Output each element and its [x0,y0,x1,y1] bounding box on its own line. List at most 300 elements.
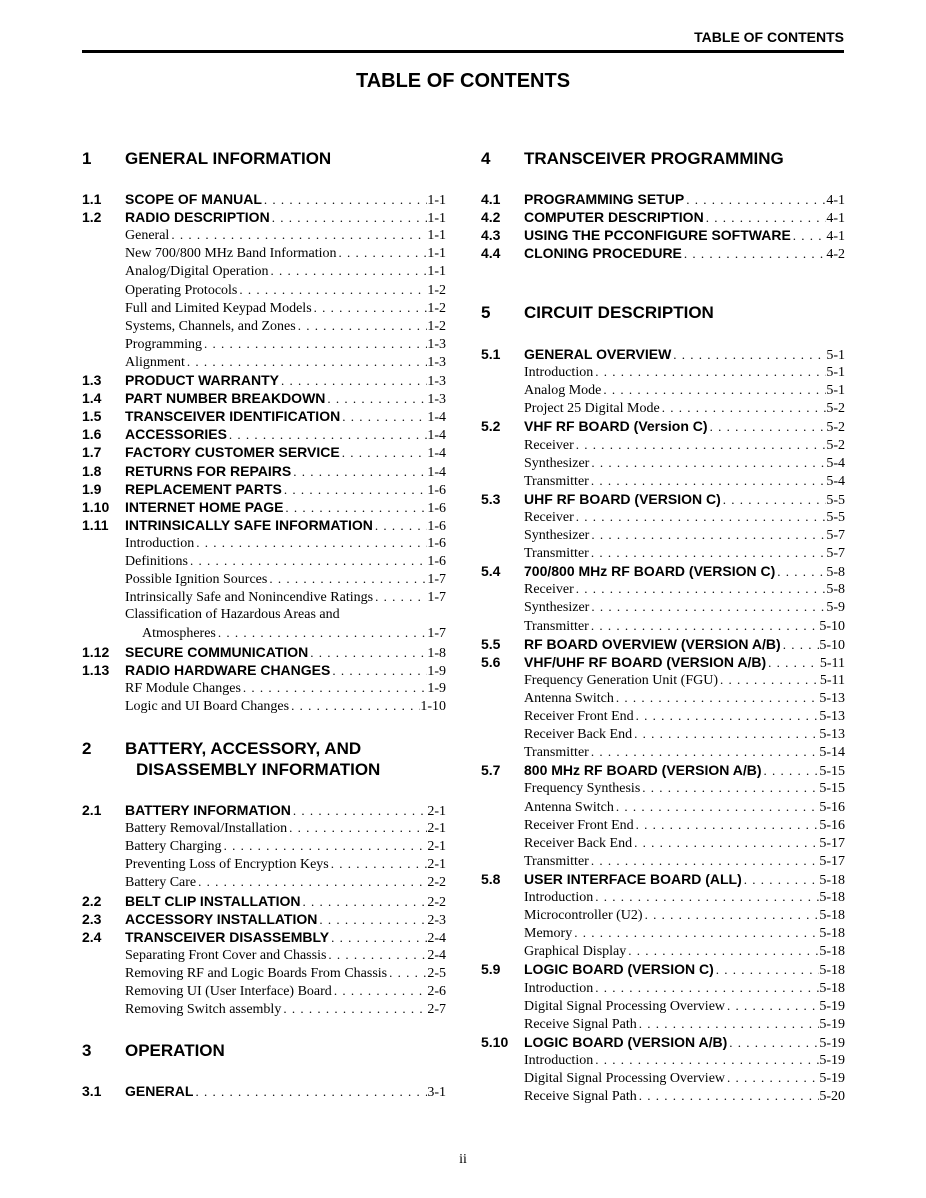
entry-title: VHF RF BOARD (Version C) [524,418,708,435]
entry-page: 1-7 [427,590,446,606]
toc-subentry[interactable] [481,363,845,381]
dot-leader [296,317,428,335]
entry-title: GENERAL [125,1083,194,1099]
toc-subentry[interactable] [481,979,845,997]
toc-entry[interactable] [82,425,446,443]
toc-subentry[interactable] [481,598,845,616]
toc-entry[interactable] [481,635,845,653]
toc-subentry[interactable] [481,580,845,598]
toc-subentry[interactable] [82,588,446,606]
toc-subentry[interactable] [82,244,446,262]
toc-entry[interactable] [481,761,845,779]
toc-subentry[interactable] [481,888,845,906]
dot-leader [337,244,428,262]
entry-page: 2-1 [427,804,446,819]
entry-number: 5.10 [481,1033,509,1050]
dot-leader [237,281,427,299]
toc-entry[interactable] [82,892,446,910]
toc-entry[interactable] [82,801,446,819]
entry-title: USER INTERFACE BOARD (ALL) [524,870,742,887]
dot-leader [601,381,826,399]
dot-leader [329,929,427,947]
dot-leader [574,580,827,598]
toc-subentry[interactable] [481,671,845,689]
entry-title: Intrinsically Safe and Nonincendive Ratings [125,590,374,606]
section-heading-1[interactable] [82,148,446,169]
entry-title: Receiver [524,437,574,453]
section-title-line2: DISASSEMBLY INFORMATION [136,760,381,779]
entry-page: 5-18 [819,963,845,979]
dot-leader [308,644,427,662]
entry-title: Atmospheres [142,626,216,642]
dot-leader [291,463,427,481]
entry-number: 5.4 [481,563,501,580]
section-title-line1: BATTERY, ACCESSORY, AND [125,739,362,758]
dot-leader [281,1000,427,1018]
entry-number: 5.9 [481,961,501,978]
toc-subentry[interactable] [481,508,845,526]
toc-subentry[interactable] [481,526,845,544]
toc-subentry[interactable] [82,281,446,299]
entry-title: Transmitter [524,473,589,489]
dot-leader [185,353,427,371]
toc-entry[interactable] [481,226,845,244]
section-title: CIRCUIT DESCRIPTION [524,303,714,322]
dot-leader [589,617,820,635]
toc-subentry[interactable] [481,834,845,852]
entry-page: 1-3 [427,336,446,352]
entry-number: 1.7 [82,444,102,461]
toc-subentry[interactable] [481,1051,845,1069]
entry-title: Frequency Generation Unit (FGU) [524,672,719,688]
entry-title: PRODUCT WARRANTY [125,372,279,388]
entry-page: 1-3 [427,354,446,370]
toc-subentry[interactable] [82,606,446,624]
toc-subentry[interactable] [481,381,845,399]
toc-subentry[interactable] [481,779,845,797]
section-heading-2[interactable] [82,738,446,780]
dot-leader [289,697,420,715]
entry-title: Battery Charging [125,839,222,855]
toc-entry[interactable] [481,653,845,671]
entry-title: USING THE PCCONFIGURE SOFTWARE [524,227,791,244]
entry-page: 1-2 [427,318,446,334]
toc-entry[interactable] [82,661,446,679]
dot-leader [725,997,819,1015]
entry-page: 5-19 [819,1071,845,1086]
dot-leader [708,418,827,436]
dot-leader [287,819,427,837]
toc-subentry[interactable] [82,335,446,353]
toc-subentry[interactable] [82,946,446,964]
toc-entry[interactable] [481,244,845,262]
toc-entry[interactable] [82,208,446,226]
toc-subentry[interactable] [481,1015,845,1033]
toc-subentry[interactable] [82,552,446,570]
entry-number: 5.7 [481,762,501,779]
entry-page: 2-4 [427,930,446,946]
entry-title: GENERAL OVERVIEW [524,346,672,362]
entry-number: 1.13 [82,661,110,678]
entry-title: Battery Removal/Installation [125,821,288,837]
toc-subentry[interactable] [82,819,446,837]
dot-leader [340,444,428,462]
entry-page: 5-9 [826,600,845,616]
dot-leader [330,662,427,680]
dot-leader [637,1087,820,1105]
toc-subentry[interactable] [481,399,845,417]
dot-leader [714,961,820,979]
entry-title: Introduction [524,1052,594,1068]
section-title: OPERATION [125,1041,225,1060]
entry-page: 1-4 [427,410,446,426]
toc-entry[interactable] [481,490,845,508]
entry-page: 2-7 [427,1002,446,1018]
entry-title: INTRINSICALLY SAFE INFORMATION [125,516,373,533]
toc-subentry[interactable] [481,798,845,816]
entry-title: Microcontroller (U2) [524,908,643,924]
toc-entry[interactable] [481,960,845,978]
entry-title: RF Module Changes [125,680,241,696]
entry-page: 2-5 [427,965,446,981]
toc-subentry[interactable] [481,906,845,924]
dot-leader [325,390,427,408]
toc-subentry[interactable] [82,873,446,891]
entry-page: 5-8 [826,582,845,598]
entry-title: Synthesizer [524,600,590,616]
entry-number: 4.2 [481,209,501,226]
toc-subentry[interactable] [481,816,845,834]
section-heading-5[interactable] [481,302,845,323]
toc-subentry[interactable] [481,617,845,635]
entry-page: 1-7 [427,572,446,588]
toc-entry[interactable] [82,480,446,498]
entry-page: 5-19 [819,998,845,1014]
entry-page: 4-1 [826,211,845,227]
entry-title: 700/800 MHz RF BOARD (VERSION C) [524,563,776,580]
toc-subentry[interactable] [481,743,845,761]
toc-entry[interactable] [82,190,446,208]
dot-leader [222,837,428,855]
entry-title: Operating Protocols [125,282,238,298]
toc-entry[interactable] [82,516,446,534]
dot-leader [340,408,427,426]
toc-entry[interactable] [481,345,845,363]
toc-subentry[interactable] [82,1000,446,1018]
entry-page: 5-5 [826,509,845,525]
dot-leader [593,1051,819,1069]
entry-page: 1-6 [427,554,446,569]
entry-page: 5-13 [819,690,845,706]
entry-number: 1.8 [82,462,102,479]
entry-page: 2-2 [427,875,446,891]
entry-title: New 700/800 MHz Band Information [125,246,337,262]
toc-subentry[interactable] [481,852,845,870]
entry-title: LOGIC BOARD (VERSION C) [524,961,714,978]
entry-page: 1-2 [427,300,446,316]
entry-title: Receiver Front End [524,709,634,724]
entry-title: Transmitter [524,546,589,562]
entry-page: 5-13 [819,709,845,724]
toc-entry[interactable] [82,389,446,407]
entry-page: 1-6 [427,518,446,534]
entry-title: Synthesizer [524,528,590,543]
dot-leader [574,508,827,526]
entry-page: 5-10 [819,637,845,653]
dot-leader [781,636,820,654]
entry-page: 1-4 [427,446,446,462]
entry-title: ACCESSORIES [125,426,227,443]
toc-subentry[interactable] [82,982,446,1000]
dot-leader [614,798,820,816]
entry-title: Programming [125,336,202,352]
toc-entry[interactable] [82,407,446,425]
toc-entry[interactable] [481,1033,845,1051]
entry-title: SCOPE OF MANUAL [125,191,262,207]
entry-title: Receiver Front End [524,817,634,833]
toc-subentry[interactable] [481,924,845,942]
entry-page: 5-16 [819,799,845,815]
entry-page: 2-6 [427,984,446,999]
entry-number: 1.3 [82,372,102,388]
toc-entry[interactable] [481,190,845,208]
toc-subentry[interactable] [481,472,845,490]
dot-leader [718,671,820,689]
toc-subentry[interactable] [82,697,446,715]
entry-page: 5-1 [826,383,845,399]
entry-title: Analog/Digital Operation [125,264,269,280]
entry-title: Digital Signal Processing Overview [524,1071,726,1086]
dot-leader [671,346,826,364]
entry-title: RADIO DESCRIPTION [125,209,270,226]
toc-subentry[interactable] [481,1087,845,1105]
dot-leader [727,1034,819,1052]
toc-subentry[interactable] [481,689,845,707]
dot-leader [632,725,819,743]
entry-page: 5-7 [826,528,845,543]
toc-entry[interactable] [82,371,446,389]
section-heading-4[interactable] [481,148,845,169]
dot-leader [791,227,827,245]
entry-page: 5-16 [819,817,845,833]
entry-title: Definitions [125,554,188,569]
entry-title: Receive Signal Path [524,1016,637,1032]
toc-entry[interactable] [481,562,845,580]
toc-subentry[interactable] [82,964,446,982]
entry-page: 5-11 [819,672,845,688]
section-number: 5 [481,303,491,322]
entry-page: 5-11 [819,655,845,671]
dot-leader [572,924,819,942]
entry-title: Receiver [524,509,574,525]
entry-page: 4-2 [826,247,845,263]
toc-entry[interactable] [481,417,845,435]
dot-leader [593,979,819,997]
toc-entry[interactable] [481,208,845,226]
entry-number: 1.1 [82,191,102,207]
entry-page: 1-4 [427,428,446,444]
entry-number: 2.3 [82,910,102,927]
entry-page: 1-6 [427,500,446,516]
entry-title: Project 25 Digital Mode [524,401,660,417]
entry-page: 5-18 [819,890,845,905]
page-number: ii [459,1152,467,1167]
entry-title: Receiver [524,582,574,598]
dot-leader [766,654,820,672]
entry-title: Synthesizer [524,455,590,471]
entry-title: Antenna Switch [524,690,614,706]
dot-leader [775,563,826,581]
toc-subentry[interactable] [481,725,845,743]
toc-subentry[interactable] [82,624,446,642]
dot-leader [279,372,427,390]
entry-page: 1-1 [427,193,446,208]
entry-number: 1.10 [82,498,110,515]
entry-title: UHF RF BOARD (VERSION C) [524,490,721,507]
entry-number: 1.4 [82,390,102,407]
toc-subentry[interactable] [481,707,845,725]
entry-page: 1-3 [427,392,446,408]
dot-leader [725,1069,819,1087]
toc-subentry[interactable] [82,855,446,873]
entry-page: 2-2 [427,894,446,910]
entry-page: 5-15 [819,781,845,797]
entry-title: Possible Ignition Sources [125,572,268,588]
toc-subentry[interactable] [82,570,446,588]
entry-page: 1-10 [420,698,446,714]
entry-page: 5-7 [826,546,845,562]
toc-subentry[interactable] [481,942,845,960]
dot-leader [312,299,428,317]
dot-leader [387,964,427,982]
dot-leader [317,911,427,929]
toc-entry[interactable] [82,910,446,928]
entry-title: Removing UI (User Interface) Board [125,984,332,999]
entry-page: 5-19 [819,1016,845,1032]
dot-leader [291,802,427,820]
entry-page: 5-1 [826,365,845,381]
entry-title: Graphical Display [524,944,627,960]
section-number: 1 [82,149,92,168]
entry-title: RF BOARD OVERVIEW (VERSION A/B) [524,635,781,652]
toc-subentry[interactable] [481,997,845,1015]
entry-page: 3-1 [427,1085,446,1100]
dot-leader [682,245,826,263]
entry-page: 5-14 [819,745,845,761]
dot-leader [574,436,827,454]
dot-leader [227,426,427,444]
dot-leader [589,526,826,544]
entry-title: Logic and UI Board Changes [125,698,290,714]
toc-entry[interactable] [82,498,446,516]
running-header: TABLE OF CONTENTS [694,29,844,45]
dot-leader [660,399,827,417]
entry-title: INTERNET HOME PAGE [125,498,284,515]
entry-page: 1-6 [427,535,446,551]
section-heading-3[interactable] [82,1040,446,1061]
dot-leader [634,707,820,725]
dot-leader [589,852,820,870]
entry-page: 2-4 [427,947,446,963]
header-rule [82,50,844,53]
toc-subentry[interactable] [481,544,845,562]
toc-entry[interactable] [82,928,446,946]
entry-number: 2.2 [82,892,102,909]
toc-entry[interactable] [82,443,446,461]
dot-leader [196,873,427,891]
entry-title: Receiver Back End [524,835,633,851]
entry-number: 5.8 [481,870,501,887]
dot-leader [634,816,820,834]
toc-subentry[interactable] [82,679,446,697]
dot-leader [637,1015,820,1033]
entry-title: Receive Signal Path [524,1089,637,1105]
dot-leader [684,191,826,209]
toc-entry[interactable] [82,462,446,480]
entry-title: Memory [524,926,573,942]
entry-title: Frequency Synthesis [524,781,641,797]
dot-leader [643,906,820,924]
dot-leader [373,588,427,606]
toc-subentry[interactable] [82,317,446,335]
entry-title: COMPUTER DESCRIPTION [524,209,704,226]
toc-subentry[interactable] [481,436,845,454]
entry-title: Transmitter [524,745,589,761]
entry-page: 5-19 [819,1035,845,1051]
toc-subentry[interactable] [82,837,446,855]
dot-leader [268,262,427,280]
entry-title: RADIO HARDWARE CHANGES [125,661,331,678]
entry-page: 1-1 [427,246,446,262]
entry-number: 1.9 [82,480,102,497]
toc-subentry[interactable] [82,226,446,244]
entry-page: 5-2 [826,401,845,417]
entry-page: 5-18 [819,872,845,888]
entry-page: 2-1 [427,857,446,873]
toc-subentry[interactable] [82,353,446,371]
entry-title: Digital Signal Processing Overview [524,998,726,1014]
entry-title: RETURNS FOR REPAIRS [125,462,292,479]
entry-number: 1.11 [82,516,109,533]
dot-leader [188,552,427,570]
entry-title: Systems, Channels, and Zones [125,318,296,334]
entry-page: 1-6 [427,482,446,498]
page-title: TABLE OF CONTENTS [355,70,571,92]
entry-page: 5-18 [819,908,845,924]
entry-title: Removing RF and Logic Boards From Chassis [125,965,388,981]
toc-subentry[interactable] [82,299,446,317]
entry-page: 1-1 [427,264,446,280]
entry-title: CLONING PROCEDURE [524,245,682,262]
toc-entry[interactable] [82,1082,446,1100]
entry-title: REPLACEMENT PARTS [125,480,282,497]
toc-entry[interactable] [82,643,446,661]
dot-leader [589,544,827,562]
entry-title: ACCESSORY INSTALLATION [125,910,318,927]
toc-entry[interactable] [481,870,845,888]
dot-leader [589,472,827,490]
toc-subentry[interactable] [82,262,446,280]
entry-page: 1-4 [427,464,446,480]
toc-subentry[interactable] [481,454,845,472]
dot-leader [593,888,819,906]
entry-title: Full and Limited Keypad Models [125,300,312,316]
entry-page: 5-19 [819,1052,845,1068]
toc-subentry[interactable] [481,1069,845,1087]
entry-page: 2-1 [427,839,446,855]
toc-subentry[interactable] [82,534,446,552]
section-number: 3 [82,1041,92,1060]
